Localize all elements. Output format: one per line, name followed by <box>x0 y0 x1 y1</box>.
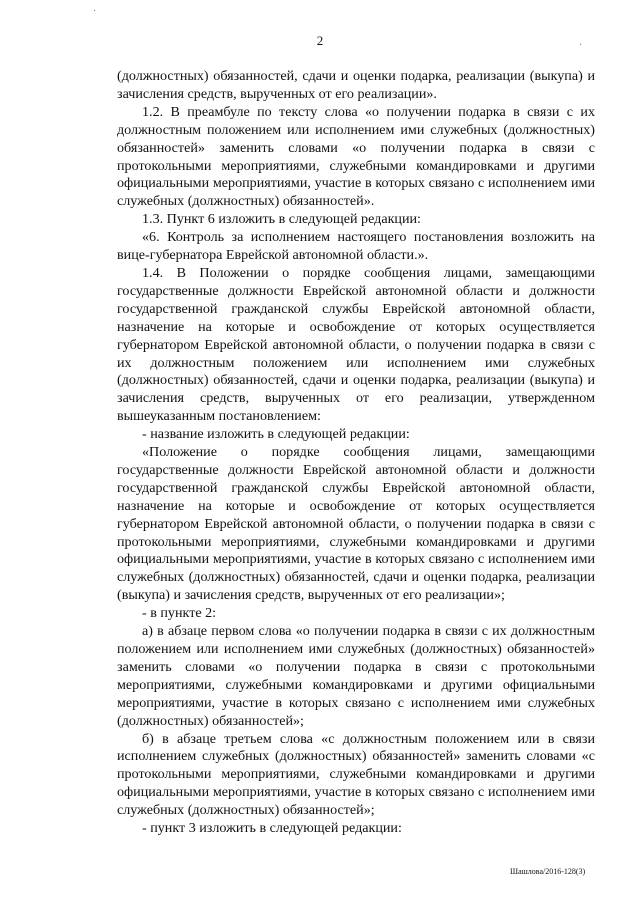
paragraph-point-2: - в пункте 2: <box>142 605 217 622</box>
scan-mark-left: · <box>93 6 97 17</box>
page-number: 2 <box>316 33 324 48</box>
scan-mark-right: · <box>579 40 583 51</box>
paragraph-continuation: (должностных) обязанностей, сдачи и оценки подарка, реализации (выкупа) и зачисления средств, вырученных от его реализации». <box>117 68 595 102</box>
document-body <box>117 68 595 838</box>
paragraph-new-title: «Положение о порядке сообщения лицами, замещающими государственные должности Еврейской автономной области и должности государственной гражданской службы Еврейской автономной области, назначение на которые и освобождение от которых осуществляется губернатором Еврейской автономной области, о получении подарка в связи с протокольными мероприятиями, служебными командировками и другими официальными мероприятиями, участие в которых связано с исполнением ими служебных (должностных) обязанностей, сдачи и оценки подарка, реализации (выкупа) и зачисления средств, вырученных от его реализации»; <box>117 444 595 604</box>
paragraph-item-1-4: 1.4. В Положении о порядке сообщения лицами, замещающими государственные должности Еврейской автономной области и должности государственной гражданской службы Еврейской автономной области, назначение на которые и освобождение от которых осуществляется губернатором Еврейской автономной области, о получении подарка в связи с их должностным положением или исполнением ими служебных (должностных) обязанностей, сдачи и оценки подарка, реализации (выкупа) и зачисления средств, вырученных от его реализации, утвержденном вышеуказанным постановлением: <box>117 264 595 425</box>
paragraph-subitem-a: а) в абзаце первом слова «о получении подарка в связи с их должностным положением или исполнением ими служебных (должностных) обязанностей» заменить словами «о получении подарка в связи с протокольными мероприятиями, служебными командировками и другими официальными мероприятиями, участие в которых связано с исполнением ими служебных (должностных) обязанностей»; <box>117 623 595 729</box>
footer-reference: Шашлова/2016-128(3) <box>510 867 586 876</box>
paragraph-point-3: - пункт 3 изложить в следующей редакции: <box>142 820 402 837</box>
paragraph-item-6-text: «6. Контроль за исполнением настоящего постановления возложить на вице-губернатора Еврейской автономной области.». <box>117 229 595 264</box>
paragraph-item-1-2: 1.2. В преамбуле по тексту слова «о получении подарка в связи с их должностным положением или исполнением ими служебных (должностных) обязанностей» заменить словами «о получении подарка в связи с протокольными мероприятиями, служебными командировками и другими официальными мероприятиями, участие в которых связано с исполнением ими служебных (должностных) обязанностей». <box>117 103 595 210</box>
paragraph-item-1-3: 1.3. Пункт 6 изложить в следующей редакции: <box>142 211 421 228</box>
paragraph-title-change: - название изложить в следующей редакции: <box>142 426 410 443</box>
paragraph-subitem-b: б) в абзаце третьем слова «с должностным положением или в связи исполнением служебных (должностных) обязанностей» заменить словами «с протокольными мероприятиями, служебными командировками и другими официальными мероприятиями, участие в которых связано с исполнением ими служебных (должностных) обязанностей»; <box>117 730 595 819</box>
